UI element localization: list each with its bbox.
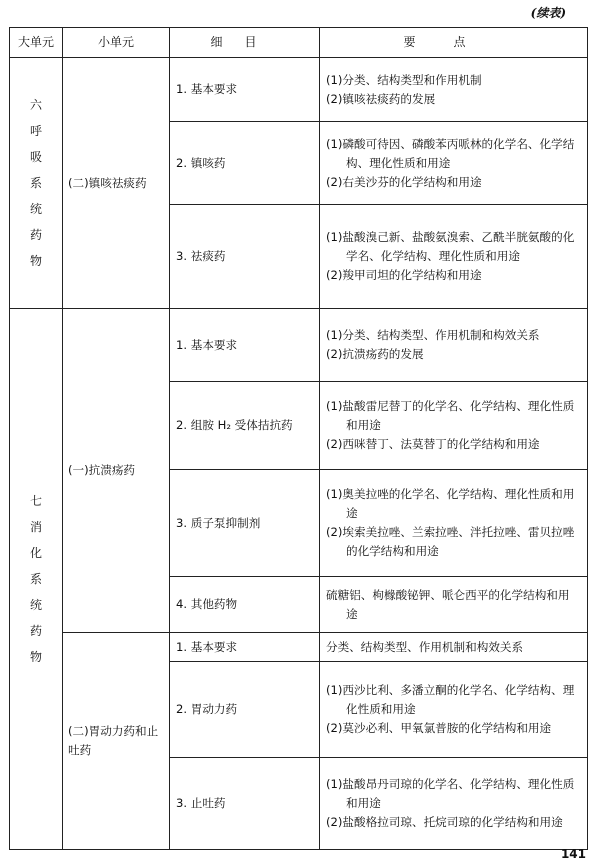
key-point: (1)盐酸雷尼替丁的化学名、化学结构、理化性质和用途	[326, 399, 575, 432]
detail-cell: 1. 基本要求	[170, 309, 320, 382]
key-points-cell	[320, 577, 588, 633]
minor-unit-antitussive: (二)镇咳祛痰药	[63, 58, 170, 309]
header-detail: 细目	[170, 28, 320, 58]
minor-unit-prokinetic-antiemetic: (二)胃动力药和止吐药	[63, 633, 170, 850]
key-point: (1)盐酸昂丹司琼的化学名、化学结构、理化性质和用途	[326, 777, 575, 810]
key-point: (2)右美沙芬的化学结构和用途	[326, 174, 482, 189]
key-points-cell	[320, 58, 588, 122]
detail-cell: 1. 基本要求	[170, 633, 320, 662]
key-point: (1)西沙比利、多潘立酮的化学名、化学结构、理化性质和用途	[326, 683, 575, 716]
continued-label: (续表)	[530, 6, 566, 20]
major-unit-cell	[10, 58, 63, 309]
key-point: (1)分类、结构类型和作用机制	[326, 72, 482, 87]
detail-cell: 3. 止吐药	[170, 758, 320, 850]
header-key-points: 要点	[320, 28, 588, 58]
key-points-cell	[320, 633, 588, 662]
table-row	[10, 58, 588, 122]
detail-cell: 2. 胃动力药	[170, 662, 320, 758]
key-points-cell	[320, 205, 588, 309]
key-point: (2)莫沙必利、甲氧氯普胺的化学结构和用途	[326, 721, 552, 735]
key-point: 分类、结构类型、作用机制和构效关系	[326, 639, 524, 654]
key-point: (2)西咪替丁、法莫替丁的化学结构和用途	[326, 437, 540, 451]
header-row	[10, 28, 588, 58]
detail-cell: 1. 基本要求	[170, 58, 320, 122]
key-point: (1)盐酸溴己新、盐酸氨溴索、乙酰半胱氨酸的化学名、化学结构、理化性质和用途	[326, 230, 575, 263]
key-point: (2)抗溃疡药的发展	[326, 347, 424, 361]
major-unit-digestive: 七消化系统药物	[29, 494, 42, 664]
key-point: (2)羧甲司坦的化学结构和用途	[326, 268, 482, 282]
key-points-cell	[320, 758, 588, 850]
major-unit-respiratory: 六呼吸系统药物	[29, 98, 42, 268]
minor-unit-antiulcer: (一)抗溃疡药	[63, 309, 170, 633]
key-point: (1)奥美拉唑的化学名、化学结构、理化性质和用途	[326, 487, 575, 520]
key-point: (1)分类、结构类型、作用机制和构效关系	[326, 328, 540, 342]
header-minor-unit: 小单元	[63, 28, 170, 58]
key-points-cell	[320, 309, 588, 382]
detail-cell: 2. 组胺 H₂ 受体拮抗药	[170, 382, 320, 470]
detail-cell: 3. 质子泵抑制剂	[170, 470, 320, 577]
table-row	[10, 633, 588, 662]
table-row	[10, 309, 588, 382]
key-points-cell	[320, 662, 588, 758]
key-points-cell	[320, 122, 588, 205]
major-unit-cell	[10, 309, 63, 850]
detail-cell: 3. 祛痰药	[170, 205, 320, 309]
detail-cell: 2. 镇咳药	[170, 122, 320, 205]
key-point: (2)镇咳祛痰药的发展	[326, 91, 436, 106]
detail-cell: 4. 其他药物	[170, 577, 320, 633]
key-point: (2)盐酸格拉司琼、托烷司琼的化学结构和用途	[326, 815, 563, 829]
key-point: (2)埃索美拉唑、兰索拉唑、泮托拉唑、雷贝拉唑的化学结构和用途	[326, 525, 575, 558]
key-points-cell	[320, 470, 588, 577]
header-major-unit: 大单元	[10, 28, 63, 58]
key-points-cell	[320, 382, 588, 470]
page-number: 141	[560, 847, 586, 861]
syllabus-table	[9, 27, 588, 850]
key-point: (1)磷酸可待因、磷酸苯丙哌林的化学名、化学结构、理化性质和用途	[326, 136, 575, 170]
key-point: 硫糖铝、枸橼酸铋钾、哌仑西平的化学结构和用途	[326, 587, 570, 621]
